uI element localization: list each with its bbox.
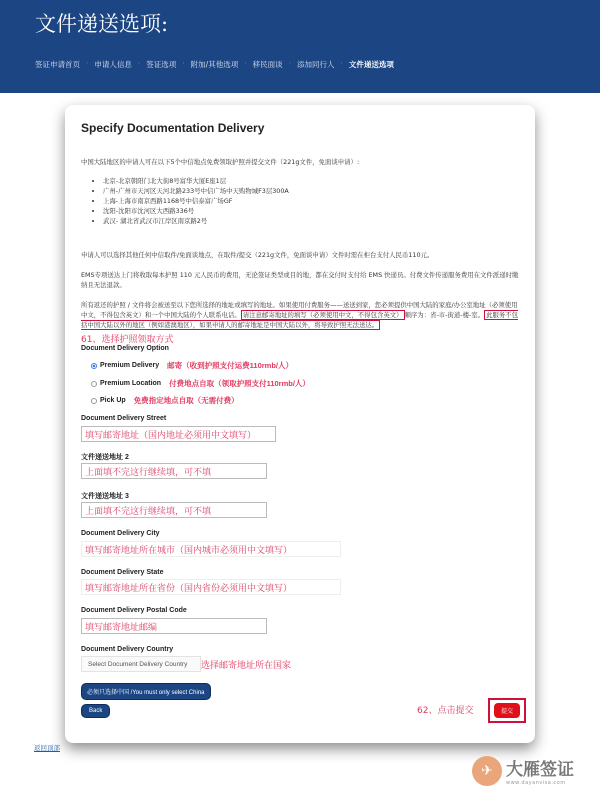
highlight-chinese-note: 请注意邮寄地址的填写（必须使用中文，不得包含英文） xyxy=(242,311,403,319)
address-text: 所有返还的护照 / 文件将会被送至以下您所选择的地址或填写的地址。如果使用付费服务——送送到家，您必须提供中国大陆的家庭/办公室地址（必须使用中文，不得包含英文）和一个中国大陆的个人联系电话。 xyxy=(81,301,518,319)
city-label: Document Delivery City xyxy=(81,530,160,537)
postal-label: Document Delivery Postal Code xyxy=(81,607,187,614)
watermark-name: 大雁签证 xyxy=(506,760,574,780)
location-item: • 沈阳-沈阳市沈河区大西路336号 xyxy=(103,206,521,216)
step-62-annotation: 62、点击提交 xyxy=(417,706,474,716)
breadcrumb-interview[interactable]: 移民面谈 xyxy=(252,60,283,69)
breadcrumb-separator: · xyxy=(86,59,89,68)
option-name: Premium Delivery xyxy=(100,362,160,369)
option-note: 免费指定地点自取（无需付费） xyxy=(133,396,239,405)
radio[interactable] xyxy=(91,381,97,387)
location-list xyxy=(81,176,521,226)
breadcrumb-home[interactable]: 签证申请首页 xyxy=(35,60,80,69)
breadcrumb-separator: · xyxy=(137,59,141,68)
breadcrumb-separator: · xyxy=(182,59,185,68)
option-name: Pick Up xyxy=(100,397,126,404)
submit-highlight xyxy=(488,698,526,723)
back-button[interactable]: Back xyxy=(81,704,110,718)
breadcrumb-separator: · xyxy=(244,59,247,68)
breadcrumb-visa-options[interactable]: 签证选项 xyxy=(146,60,177,69)
option-premium-location[interactable] xyxy=(91,378,310,389)
header xyxy=(0,0,600,93)
watermark-url: www.dayanvisa.com xyxy=(506,780,566,786)
intro-text: 中国大陆地区的申请人可在以下5个中信地点免费领取护照并提交文件（221g文件，免面谈申请）: xyxy=(81,158,360,166)
delivery-card xyxy=(65,105,535,743)
breadcrumb-separator: · xyxy=(340,59,343,68)
page-title: 文件递送选项: xyxy=(35,12,169,36)
country-select[interactable]: Select Document Delivery Country xyxy=(81,656,201,672)
watermark-logo xyxy=(472,755,574,786)
breadcrumb-separator: · xyxy=(288,59,291,68)
submit-button[interactable]: 提交 xyxy=(494,703,520,718)
location-item: • 广州-广州市天河区天河北路233号中信广场中天购物城F3层300A xyxy=(103,186,521,196)
breadcrumb-additional[interactable]: 附加/其他选项 xyxy=(190,60,239,69)
postal-input[interactable]: 填写邮寄地址邮编 xyxy=(81,618,267,634)
highlight-mainland-note: 此服务不包括中国大陆以外的地区（例如港澳地区），如果申请人的邮寄地址是中国大陆以外，将导致护照无法送达。 xyxy=(81,311,519,329)
breadcrumb-companions[interactable]: 添加同行人 xyxy=(296,60,335,69)
address2-input[interactable]: 上面填不完这行继续填，可不填 xyxy=(81,463,267,479)
card-title: Specify Documentation Delivery xyxy=(81,121,265,135)
street-input[interactable]: 填写邮寄地址（国内地址必须用中文填写） xyxy=(81,426,276,442)
breadcrumb-applicant[interactable]: 申请人信息 xyxy=(94,60,132,69)
breadcrumb-current: 文件递送选项 xyxy=(348,60,394,69)
breadcrumb xyxy=(35,59,394,70)
paragraph-address xyxy=(81,300,521,330)
location-item: • 武汉- 湖北省武汉市江岸区南京路2号 xyxy=(103,216,521,226)
country-annotation: 选择邮寄地址所在国家 xyxy=(201,661,292,671)
location-item: • 上海-上海市南京西路1168号中信泰富广场GF xyxy=(103,196,521,206)
select-china-button[interactable]: 必须只选择中国 /You must only select China xyxy=(81,683,211,700)
address2-label: 文件递送地址 2 xyxy=(81,454,129,461)
option-note: 邮寄（收到护照支付运费110rmb/人） xyxy=(167,361,294,370)
radio-selected[interactable] xyxy=(91,363,97,369)
city-input[interactable]: 填写邮寄地址所在城市（国内城市必须用中文填写） xyxy=(81,541,341,557)
radio[interactable] xyxy=(91,398,97,404)
paragraph-ems: EMS专项送达上门将收取每本护照 110 元人民币的费用，无论签证类型或目的地，都在交付时支付给 EMS 快递员。付费文件传递服务费用在文件派递时缴纳且无法退款。 xyxy=(81,271,519,289)
paragraph-fee: 申请人可以选择其他任何中信取件/免面谈地点，在取件/提交（221g文件，免面谈申请）文件时需在柜台支付人民币110元。 xyxy=(81,251,434,259)
step-61-annotation: 61、选择护照领取方式 xyxy=(81,335,174,345)
street-label: Document Delivery Street xyxy=(81,415,167,422)
option-pick-up[interactable] xyxy=(91,395,239,406)
bird-icon: ✈ xyxy=(472,756,502,786)
option-note: 付费地点自取（领取护照支付110rmb/人） xyxy=(169,379,310,388)
back-to-top-link[interactable]: 返回顶部 xyxy=(34,744,60,752)
country-label: Document Delivery Country xyxy=(81,646,174,653)
address-order: 顺序为：省-市-街道-楼-室。 xyxy=(404,311,485,319)
address3-label: 文件递送地址 3 xyxy=(81,493,129,500)
option-premium-delivery[interactable] xyxy=(91,360,293,371)
state-label: Document Delivery State xyxy=(81,569,164,576)
state-input[interactable]: 填写邮寄地址所在省份（国内省份必须用中文填写） xyxy=(81,579,341,595)
address3-input[interactable]: 上面填不完这行继续填，可不填 xyxy=(81,502,267,518)
option-label: Document Delivery Option xyxy=(81,345,169,352)
location-item: • 北京-北京朝阳门北大街8号富华大厦E座1层 xyxy=(103,176,521,186)
option-name: Premium Location xyxy=(100,380,162,387)
